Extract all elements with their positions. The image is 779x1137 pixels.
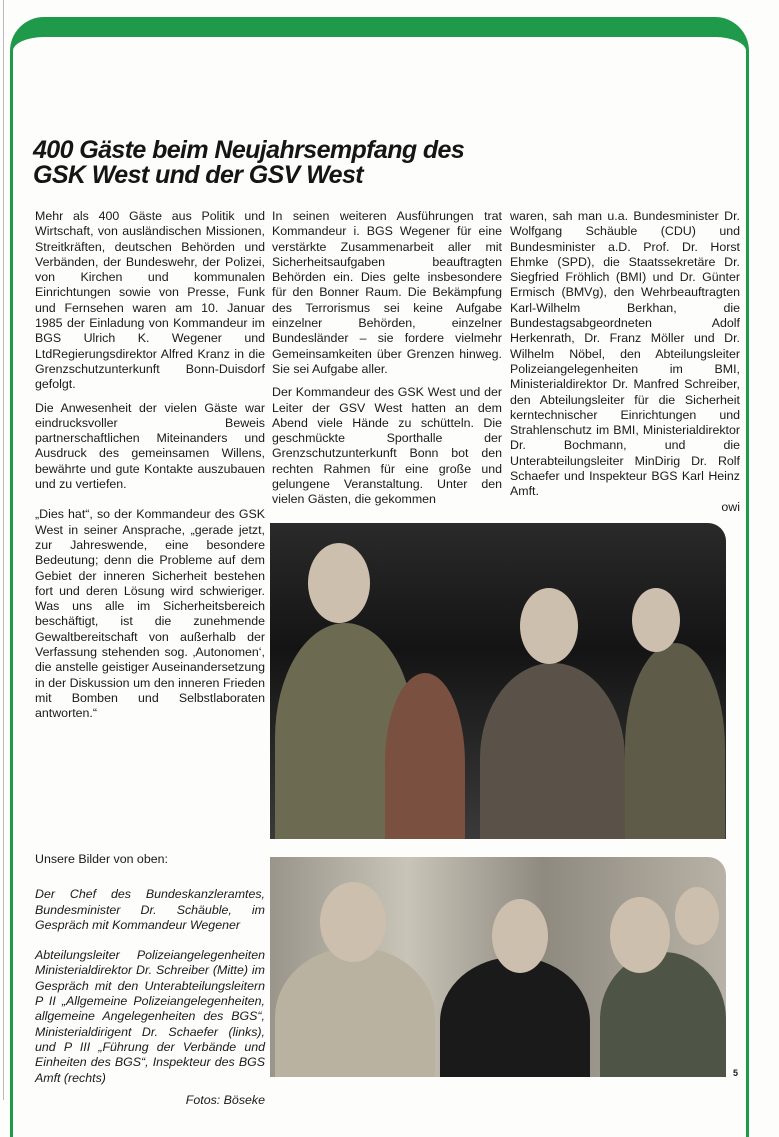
- paragraph: waren, sah man u.a. Bundesminister Dr. Wolfgang Schäuble (CDU) und Bundesminister a.D. Prof. Dr. Horst Ehmke (SPD), die Staatssekretäre Dr. Siegfried Fröhlich (BMI) und Dr. Günter Ermisch (BMVg), den Wehrbeauftragten Karl-Wilhelm Berkhan, die Bundestagsabgeordneten Adolf Herkenrath, Dr. Franz Möller und Dr. Wilhelm Nöbel, den Abteilungsleiter Polizeiangelegenheiten im BMI, Ministerialdirektor Dr. Manfred Schreiber, den Abteilungsleiter für die Sicherheit kerntechnischer Einrichtungen und Strahlenschutz im BMI, Ministerialdirektor Dr. Bochmann, und die Unterabteilungsleiter MinDirig Dr. Rolf Schaefer und Inspekteur BGS Karl Heinz Amft.: [510, 209, 740, 499]
- caption-top-photo: Der Chef des Bundeskanzleramtes, Bundesminister Dr. Schäuble, im Gespräch mit Kommandeur Wegener: [35, 887, 265, 932]
- paragraph: Mehr als 400 Gäste aus Politik und Wirtschaft, von ausländischen Missionen, Streitkräften, deutschen Behörden und Verbänden, der Bundeswehr, der Polizei, von Kirchen und kommunalen Einrichtungen sowie von Presse, Funk und Fernsehen waren am 10. Januar 1985 der Einladung von Kommandeur im BGS Ulrich K. Wegener und LtdRegierungsdirektor Alfred Kranz in die Grenzschutzunterkunft Bonn-Duisdorf gefolgt.: [35, 209, 265, 392]
- paragraph: Die Anwesenheit der vielen Gäste war eindrucksvoller Beweis partnerschaftlichen Miteinanders und Ausdruck des gemeinsamen Willens, bewährte und gute Kontakte auszubauen und zu vertiefen.: [35, 400, 265, 492]
- paragraph: Der Kommandeur des GSK West und der Leiter der GSV West hatten an dem Abend viele Hände zu schütteln. Die geschmückte Sporthalle der Grenzschutzunterkunft Bonn bot den rechten Rahmen für eine große und gelungene Veranstaltung. Unter den vielen Gästen, die gekommen: [272, 385, 502, 507]
- text-column-1: [35, 209, 265, 730]
- title-line-2: GSK West und der GSV West: [33, 161, 363, 189]
- text-column-2: [272, 209, 502, 516]
- scan-edge: [3, 0, 4, 1100]
- article-title: [33, 138, 464, 188]
- photo-credit: Fotos: Böseke: [185, 1092, 265, 1107]
- photo-schreiber-schaefer-amft: [270, 857, 726, 1077]
- paragraph: „Dies hat“, so der Kommandeur des GSK West in seiner Ansprache, „gerade jetzt, zur Jahreswende, eine besondere Bedeutung; denn die Probleme auf dem Gebiet der inneren Sicherheit bestehen fort und deren Lösung wird schwieriger. Was uns alle im Sicherheitsbereich beschäftigt, ist die zunehmende Gewaltbereitschaft von außerhalb der Verfassung stehenden sog. ‚Autonomen‘, die anstelle geistiger Auseinandersetzung in der Diskussion um den inneren Frieden mit Bomben und Selbstlaboraten antworten.“: [35, 507, 265, 721]
- text-column-3: [510, 209, 740, 515]
- page-number: 5: [733, 1068, 739, 1078]
- author-signature: owi: [721, 499, 740, 514]
- caption-bottom-photo: Abteilungsleiter Polizeiangelegenheiten Ministerialdirektor Dr. Schreiber (Mitte) im Gespräch mit den Unterabteilungsleitern P II „Allgemeine Polizeiangelegenheiten, allgemeine Angelegenheiten des BGS“, Ministerialdirigent Dr. Schaefer (links), und P III „Führung der Verbände und Einheiten des BGS“, Inspekteur des BGS Amft (rechts): [35, 948, 265, 1085]
- photo-schaeuble-wegener: [270, 523, 726, 839]
- captions-intro: Unsere Bilder von oben:: [35, 852, 168, 866]
- title-line-1: 400 Gäste beim Neujahrsempfang des: [33, 136, 465, 164]
- photo-captions: [35, 852, 265, 1123]
- paragraph: In seinen weiteren Ausführungen trat Kommandeur i. BGS Wegener für eine verstärkte Zusammenarbeit aller mit Sicherheitsaufgaben beauftragten Behörden ein. Dies gelte insbesondere für den Bonner Raum. Die Bekämpfung des Terrorismus sei keine Aufgabe einzelner Behörden, einzelner Bundesländer – sie fordere vielmehr Gemeinsamkeiten über Grenzen hinweg. Sie sei Aufgabe aller.: [272, 209, 502, 376]
